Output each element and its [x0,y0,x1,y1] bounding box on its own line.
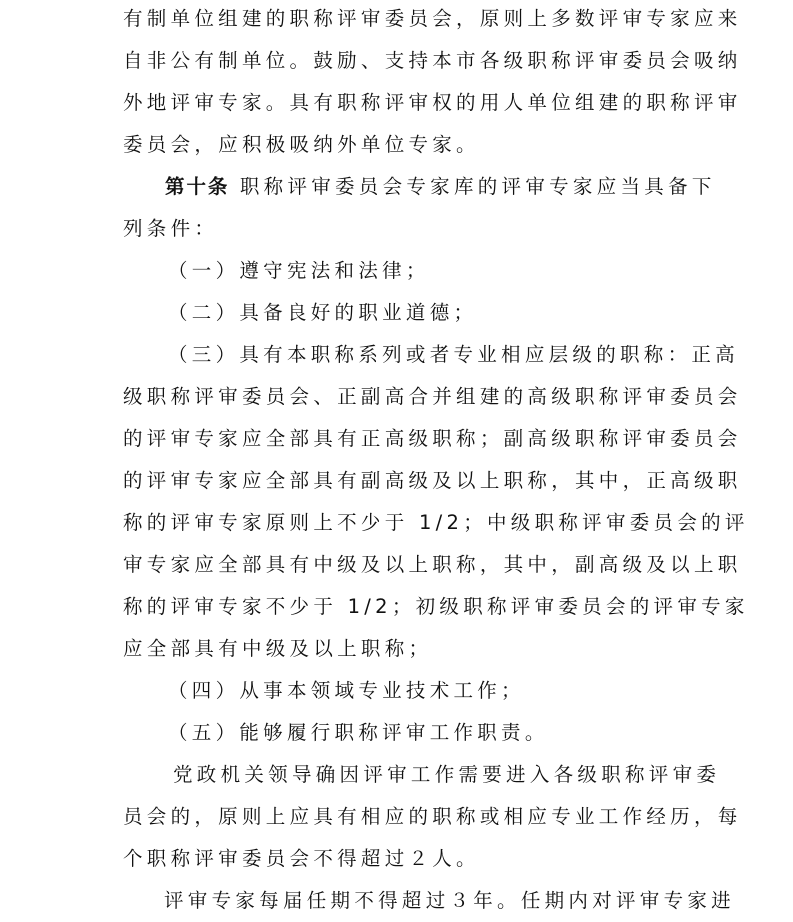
paragraph-line: 个职称评审委员会不得超过２人。 [123,847,480,870]
list-item: （四）从事本领域专业技术工作； [168,679,525,702]
article-ten-heading: 第十条 [165,175,230,198]
paragraph-line: 称的评审专家原则上不少于 1/2；中级职称评审委员会的评 [123,511,749,534]
paragraph-line: 级职称评审委员会、正副高合并组建的高级职称评审委员会 [123,385,742,408]
list-item: （二）具备良好的职业道德； [168,301,478,324]
paragraph-line: 的评审专家应全部具有副高级及以上职称，其中，正高级职 [123,469,742,492]
paragraph-line: 自非公有制单位。鼓励、支持本市各级职称评审委员会吸纳 [123,49,742,72]
paragraph-line: 应全部具有中级及以上职称； [123,637,433,660]
list-item: （一）遵守宪法和法律； [168,259,430,282]
paragraph-line: 评审专家每届任期不得超过３年。任期内对评审专家进 [164,889,735,912]
paragraph-line: 列条件： [123,217,219,240]
article-ten-line [165,166,716,208]
list-item: （三）具有本职称系列或者专业相应层级的职称：正高 [168,343,739,366]
paragraph-line: 员会的，原则上应具有相应的职称或相应专业工作经历，每 [123,805,742,828]
paragraph-line: 外地评审专家。具有职称评审权的用人单位组建的职称评审 [123,91,742,114]
paragraph-line: 审专家应全部具有中级及以上职称，其中，副高级及以上职 [123,553,742,576]
article-ten-text: 职称评审委员会专家库的评审专家应当具备下 [239,175,716,198]
paragraph-line: 委员会，应积极吸纳外单位专家。 [123,133,480,156]
list-item: （五）能够履行职称评审工作职责。 [168,721,549,744]
paragraph-line: 有制单位组建的职称评审委员会，原则上多数评审专家应来 [123,7,742,30]
paragraph-line: 的评审专家应全部具有正高级职称；副高级职称评审委员会 [123,427,742,450]
paragraph-line: 称的评审专家不少于 1/2；初级职称评审委员会的评审专家 [123,595,749,618]
paragraph-line: 党政机关领导确因评审工作需要进入各级职称评审委 [173,763,721,786]
